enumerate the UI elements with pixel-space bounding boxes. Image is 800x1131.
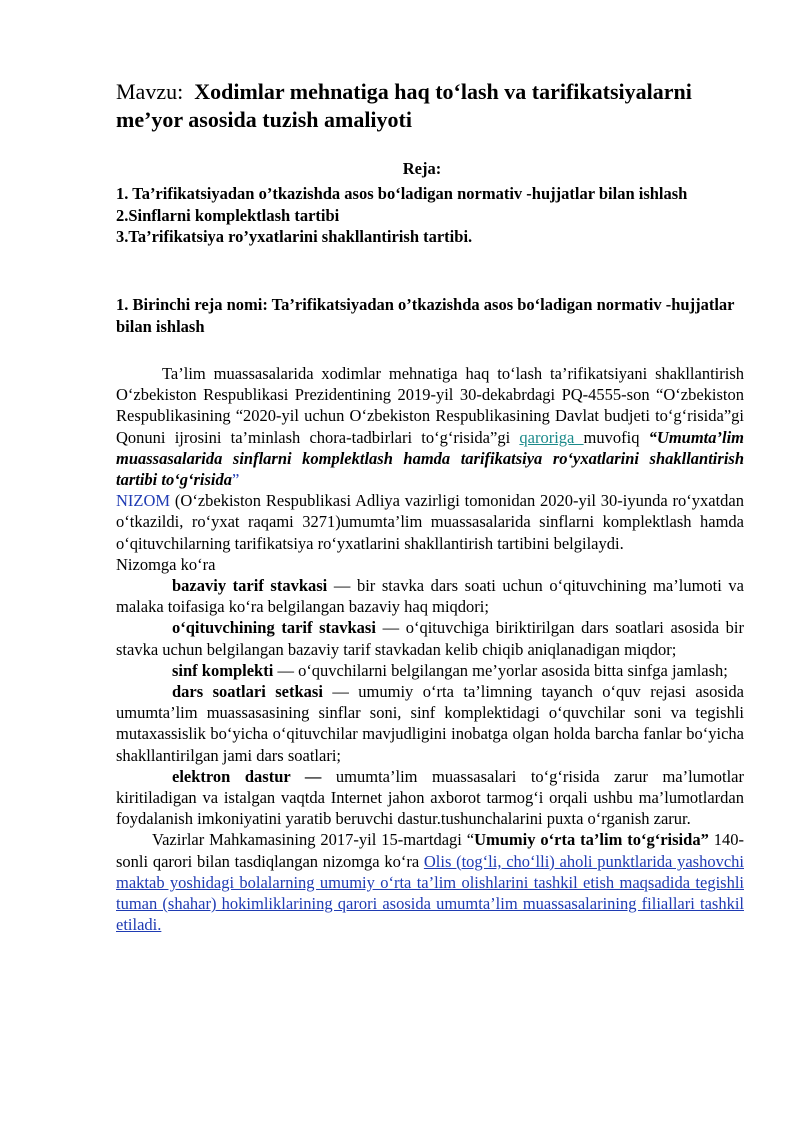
paragraph-intro <box>116 363 744 554</box>
definition-term: o‘qituvchining tarif stavkasi <box>172 618 376 638</box>
body-text <box>116 363 744 935</box>
definition-item <box>116 575 744 617</box>
definition-item <box>116 660 744 681</box>
plan-heading: Reja: <box>402 159 442 178</box>
section-heading: 1. Birinchi reja nomi: Ta’rifikatsiyadan o’tkazishda asos bo‘ladigan normativ -hujjatlar bilan ishlash <box>116 295 735 336</box>
plan-item: 3.Ta’rifikatsiya ro’yxatlarini shakllantirish tartibi. <box>116 227 473 246</box>
definition-term: sinf komplekti <box>172 660 274 680</box>
law-title: Umumiy o‘rta ta’lim to‘g‘risida” <box>474 830 709 850</box>
title-main: Xodimlar mehnatiga haq to‘lash va tarifikatsiyalarni me’yor asosida tuzish amaliyoti <box>116 79 692 132</box>
plan-item: 2.Sinflarni komplektlash tartibi <box>116 205 340 225</box>
closing-quote: ” <box>231 470 240 490</box>
definition-term: dars soatlari setkasi <box>172 682 323 702</box>
definition-term: elektron dastur — <box>172 766 322 786</box>
branches-link[interactable]: Olis (tog‘li, cho‘lli) aholi punktlarida yashovchi maktab yoshidagi bolalarning umumiy o‘rta ta’lim olishlarini tashkil etish maqsadida tegishli tuman (shahar) hokimliklarining qarori asosida umumta’lim muassasalarining filiallari tashkil etiladi. <box>116 851 744 935</box>
definition-text: umumta’lim muassasalari to‘g‘risida zarur ma’lumotlar kiritiladigan va istalgan vaqtda Internet jahon axborot tarmog‘i orqali ushbu ma’lumotlardan foydalanish imkoniyatini yaratib beruvchi dastur.tushunchalarini puxta o‘rganish zarur. <box>116 766 744 829</box>
plan-list <box>116 183 744 248</box>
definition-item <box>116 766 744 830</box>
regulation-title: “Umumta’lim muassasalarida sinflarni komplektlash hamda tarifikatsiya ro‘yxatlarini shakllantirish tartibi to‘g‘risida <box>116 427 744 490</box>
paragraph-text: 140- sonli qarori bilan tasdiqlangan nizomga ko‘ra <box>116 830 744 871</box>
paragraph-text: muvofiq <box>583 427 649 447</box>
definition-text: — o‘qituvchiga biriktirilgan dars soatlari asosida bir stavka uchun belgilangan bazaviy tarif stavkadan kelib chiqib aniqlanadigan miqdor; <box>116 618 744 659</box>
plan-item: 1. Ta’rifikatsiyadan o’tkazishda asos bo‘ladigan normativ -hujjatlar bilan ishlash <box>116 184 688 203</box>
paragraph-text: (O‘zbekiston Respublikasi Adliya vazirligi tomonidan 2020-yil 30-iyunda ro‘yxatdan o‘tkazildi, ro‘yxat raqami 3271)umumta’lim muassasalarida sinflarni komplektlash hamda o‘qituvchilarning tarifikatsiya ro‘yxatlarini shakllantirish tartibini belgilaydi. <box>116 491 744 553</box>
document-title <box>116 78 756 134</box>
nizom-intro: Nizomga ko‘ra <box>116 554 216 574</box>
definition-text: — o‘quvchilarni belgilangan me’yorlar asosida bitta sinfga jamlash; <box>273 660 728 680</box>
definition-item <box>116 681 744 766</box>
nizom-link[interactable]: NIZOM <box>116 491 171 511</box>
title-lead: Mavzu: <box>116 79 184 104</box>
definition-item <box>116 617 744 659</box>
definition-text: — umumiy o‘rta ta’limning tayanch o‘quv rejasi asosida umumta’lim muassasasining sinflar soni, sinf komplektidagi o‘quvchilar soni va tegishli mutaxassislik bo‘yicha o‘qituvchilar mavjudligini inobatga olgan holda barcha fanlar bo‘yicha shakllantirilgan jami dars soatlari; <box>116 682 744 765</box>
paragraph-branches <box>116 829 744 935</box>
qaror-link[interactable]: qaroriga <box>519 427 584 447</box>
definition-term: bazaviy tarif stavkasi <box>172 576 328 596</box>
paragraph-text: Ta’lim muassasalarida xodimlar mehnatiga haq to‘lash ta’rifikatsiyani shakllantirish O‘zbekiston Respublikasi Prezidentining 2019-yil 30-dekabrdagi PQ-4555-son “O‘zbekiston Respublikasining “2020-yil uchun O‘zbekiston Respublikasining Davlat budjeti to‘g‘risida”gi Qonuni ijrosini ta’minlash chora-tadbirlari to‘g‘risida”gi <box>116 364 744 447</box>
definition-text: — bir stavka dars soati uchun o‘qituvchining ma’lumoti va malaka toifasiga ko‘ra belgilangan bazaviy haq miqdori; <box>116 576 744 617</box>
paragraph-text: Vazirlar Mahkamasining 2017-yil 15-martdagi “ <box>152 830 475 850</box>
